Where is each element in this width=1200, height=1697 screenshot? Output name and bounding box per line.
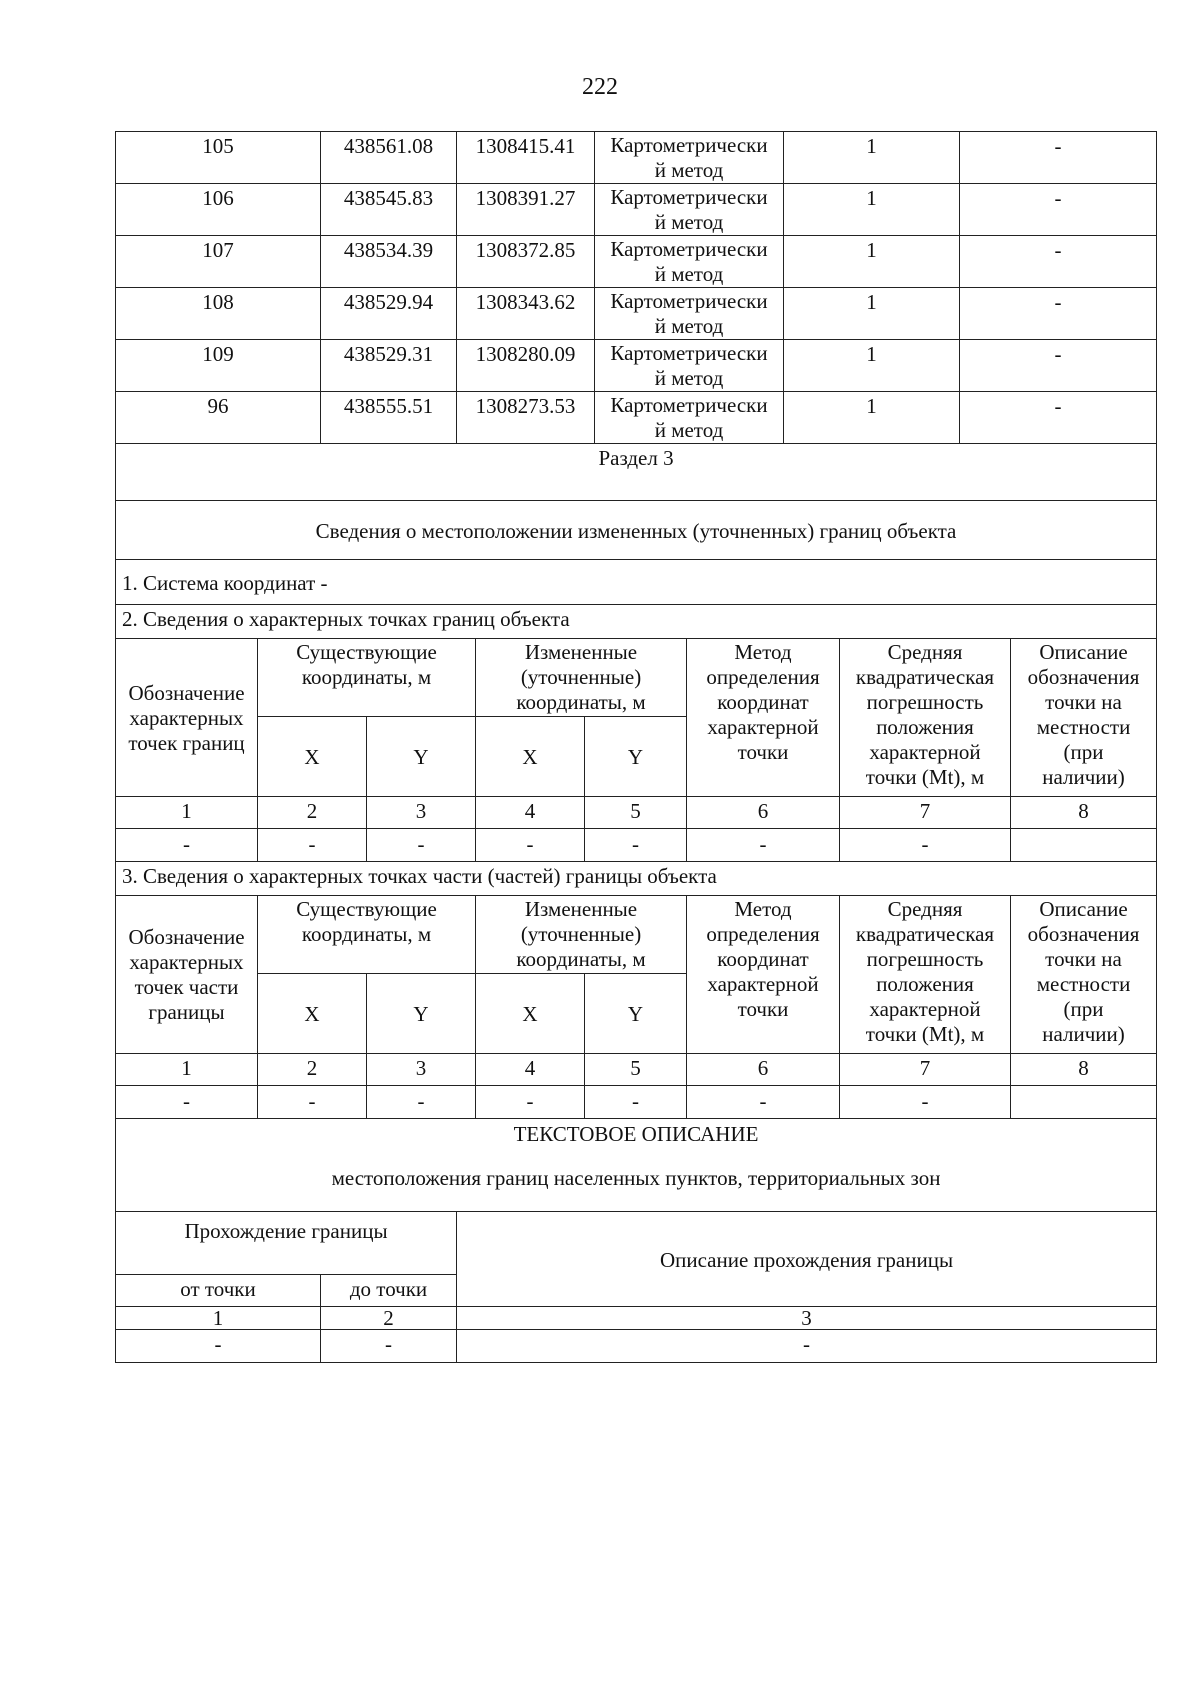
column-number: 3 — [367, 1054, 476, 1086]
text-description-title: ТЕКСТОВОЕ ОПИСАНИЕ — [513, 1122, 759, 1146]
part3-data-row — [116, 1086, 1157, 1119]
header-existing-x: X — [258, 717, 367, 797]
column-number: 8 — [1011, 1054, 1157, 1086]
table-cell: - — [258, 1086, 367, 1119]
section3-table — [115, 444, 1157, 1212]
coordinate-y: 1308343.62 — [457, 288, 595, 340]
column-number: 4 — [476, 797, 585, 829]
point-number: 105 — [116, 132, 321, 184]
column-number: 1 — [116, 1307, 321, 1330]
accuracy: 1 — [784, 132, 960, 184]
passage-header: Прохождение границы — [116, 1212, 457, 1275]
table-cell: - — [116, 1330, 321, 1363]
document-sheet — [115, 131, 1156, 1363]
column-number: 2 — [258, 797, 367, 829]
column-number: 7 — [840, 797, 1011, 829]
point-description: - — [960, 392, 1157, 444]
page-number: 222 — [582, 74, 618, 100]
table-cell: - — [258, 829, 367, 862]
method — [595, 288, 784, 340]
accuracy: 1 — [784, 288, 960, 340]
table-cell: - — [840, 1086, 1011, 1119]
column-number: 8 — [1011, 797, 1157, 829]
header-changed-coordinates: Измененные (уточненные) координаты, м — [476, 639, 687, 717]
table-row — [116, 288, 1157, 340]
point-number: 107 — [116, 236, 321, 288]
header-existing-x: X — [258, 974, 367, 1054]
column-number: 2 — [258, 1054, 367, 1086]
table-cell: - — [585, 1086, 687, 1119]
header-accuracy: Средняя квадратическая погрешность положения характерной точки (Mt), м — [840, 896, 1011, 1054]
table-cell — [1011, 829, 1157, 862]
column-number: 1 — [116, 797, 258, 829]
header-designation-part: Обозначение характерных точек части границы — [116, 896, 258, 1054]
coordinate-y: 1308273.53 — [457, 392, 595, 444]
table-cell: - — [476, 1086, 585, 1119]
header-changed-x: X — [476, 974, 585, 1054]
header-changed-y: Y — [585, 717, 687, 797]
accuracy: 1 — [784, 184, 960, 236]
method-line-1: Картометрически — [610, 185, 768, 209]
header-designation: Обозначение характерных точек границ — [116, 639, 258, 797]
header-description: Описание обозначения точки на местности (при наличии) — [1011, 639, 1157, 797]
table-cell — [1011, 1086, 1157, 1119]
part3-column-numbers — [116, 1054, 1157, 1086]
coordinate-y: 1308280.09 — [457, 340, 595, 392]
method — [595, 392, 784, 444]
column-number: 7 — [840, 1054, 1011, 1086]
table-cell: - — [367, 829, 476, 862]
part3-title: 3. Сведения о характерных точках части (частей) границы объекта — [116, 862, 1157, 896]
passage-description-header: Описание прохождения границы — [457, 1212, 1157, 1307]
point-number: 108 — [116, 288, 321, 340]
column-number: 3 — [457, 1307, 1157, 1330]
header-changed-y: Y — [585, 974, 687, 1054]
header-existing-coordinates: Существующие координаты, м — [258, 639, 476, 717]
section-title: Раздел 3 — [116, 444, 1157, 501]
table-cell: - — [476, 829, 585, 862]
accuracy: 1 — [784, 236, 960, 288]
part2-title: 2. Сведения о характерных точках границ объекта — [116, 605, 1157, 639]
header-method: Метод определения координат характерной точки — [687, 896, 840, 1054]
to-point-header: до точки — [321, 1275, 457, 1307]
coordinate-y: 1308391.27 — [457, 184, 595, 236]
table-cell: - — [321, 1330, 457, 1363]
boundary-passage-table — [115, 1212, 1157, 1363]
header-method: Метод определения координат характерной точки — [687, 639, 840, 797]
coordinates-table — [115, 131, 1157, 444]
column-number: 2 — [321, 1307, 457, 1330]
header-existing-coordinates: Существующие координаты, м — [258, 896, 476, 974]
point-description: - — [960, 236, 1157, 288]
point-description: - — [960, 132, 1157, 184]
table-row — [116, 184, 1157, 236]
point-description: - — [960, 340, 1157, 392]
point-description: - — [960, 288, 1157, 340]
coordinate-x: 438529.94 — [321, 288, 457, 340]
method — [595, 340, 784, 392]
table-cell: - — [840, 829, 1011, 862]
column-number: 5 — [585, 797, 687, 829]
method-line-2: й метод — [654, 210, 724, 234]
method-line-2: й метод — [654, 314, 724, 338]
column-number: 3 — [367, 797, 476, 829]
point-number: 109 — [116, 340, 321, 392]
table-cell: - — [367, 1086, 476, 1119]
column-number: 6 — [687, 797, 840, 829]
accuracy: 1 — [784, 340, 960, 392]
coordinate-y: 1308415.41 — [457, 132, 595, 184]
method-line-2: й метод — [654, 366, 724, 390]
from-point-header: от точки — [116, 1275, 321, 1307]
coordinate-x: 438534.39 — [321, 236, 457, 288]
column-number: 4 — [476, 1054, 585, 1086]
method-line-2: й метод — [654, 262, 724, 286]
table-cell: - — [116, 1086, 258, 1119]
table-cell: - — [687, 829, 840, 862]
column-number: 5 — [585, 1054, 687, 1086]
method-line-1: Картометрически — [610, 393, 768, 417]
coordinate-y: 1308372.85 — [457, 236, 595, 288]
accuracy: 1 — [784, 392, 960, 444]
text-description-subtitle: местоположения границ населенных пунктов, территориальных зон — [331, 1166, 941, 1190]
text-description-heading — [116, 1119, 1157, 1212]
point-description: - — [960, 184, 1157, 236]
coordinate-x: 438561.08 — [321, 132, 457, 184]
part2-data-row — [116, 829, 1157, 862]
method — [595, 132, 784, 184]
table-cell: - — [687, 1086, 840, 1119]
coordinate-x: 438545.83 — [321, 184, 457, 236]
method-line-2: й метод — [654, 418, 724, 442]
method-line-1: Картометрически — [610, 133, 768, 157]
table-row — [116, 236, 1157, 288]
coordinate-x: 438555.51 — [321, 392, 457, 444]
part2-column-numbers — [116, 797, 1157, 829]
header-existing-y: Y — [367, 717, 476, 797]
table-cell: - — [585, 829, 687, 862]
table-cell: - — [457, 1330, 1157, 1363]
point-number: 96 — [116, 392, 321, 444]
table-row — [116, 340, 1157, 392]
coordinate-system: 1. Система координат - — [116, 560, 1157, 605]
table-row — [116, 132, 1157, 184]
method-line-1: Картометрически — [610, 289, 768, 313]
method — [595, 236, 784, 288]
header-changed-coordinates: Измененные (уточненные) координаты, м — [476, 896, 687, 974]
method-line-1: Картометрически — [610, 237, 768, 261]
section-subtitle: Сведения о местоположении измененных (уточненных) границ объекта — [116, 501, 1157, 560]
header-existing-y: Y — [367, 974, 476, 1054]
coordinate-x: 438529.31 — [321, 340, 457, 392]
method-line-1: Картометрически — [610, 341, 768, 365]
header-accuracy: Средняя квадратическая погрешность положения характерной точки (Mt), м — [840, 639, 1011, 797]
header-changed-x: X — [476, 717, 585, 797]
point-number: 106 — [116, 184, 321, 236]
method-line-2: й метод — [654, 158, 724, 182]
column-number: 6 — [687, 1054, 840, 1086]
header-description: Описание обозначения точки на местности (при наличии) — [1011, 896, 1157, 1054]
table-row — [116, 392, 1157, 444]
column-number: 1 — [116, 1054, 258, 1086]
table-cell: - — [116, 829, 258, 862]
method — [595, 184, 784, 236]
